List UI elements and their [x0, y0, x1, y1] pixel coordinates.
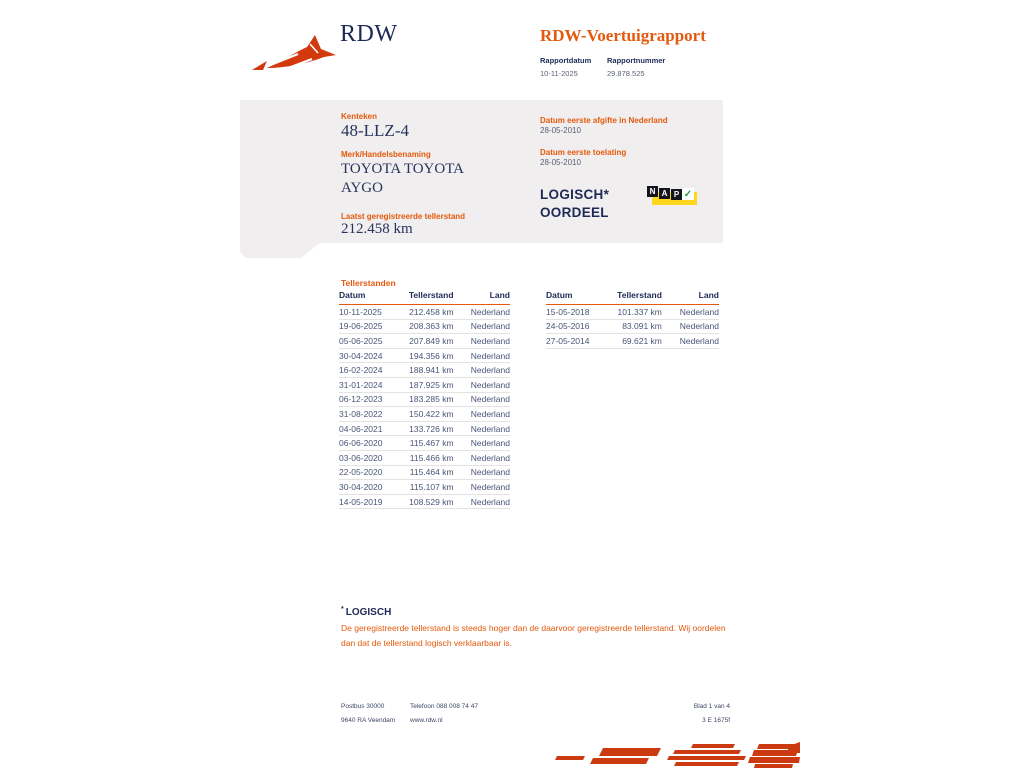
cell-land: Nederland — [470, 365, 510, 376]
cell-datum: 22-05-2020 — [339, 467, 383, 478]
cell-tellerstand: 183.285 km — [409, 394, 454, 405]
report-meta — [540, 56, 665, 78]
table-header — [339, 290, 510, 305]
cell-land: Nederland — [679, 306, 719, 317]
report-number — [607, 56, 665, 78]
footer-website: www.rdw.nl — [410, 717, 443, 724]
cell-tellerstand: 207.849 km — [409, 335, 454, 346]
table-row — [339, 466, 510, 481]
page-title: RDW-Voertuigrapport — [540, 26, 706, 45]
cell-tellerstand: 69.621 km — [622, 335, 662, 346]
kenteken-value: 48-LLZ-4 — [341, 121, 409, 140]
kenteken-label: Kenteken — [341, 112, 378, 121]
rdw-logo-wordmark: RDW — [340, 21, 398, 47]
table-row — [339, 480, 510, 495]
table-row — [339, 451, 510, 466]
merk-value: TOYOTA TOYOTA AYGO — [341, 161, 464, 196]
report-date-value: 10-11-2025 — [540, 69, 578, 78]
cell-tellerstand: 150.422 km — [409, 408, 454, 419]
tellerstanden-table-left — [339, 290, 510, 509]
merk-label: Merk/Handelsbenaming — [341, 150, 431, 159]
report-date — [540, 56, 593, 78]
cell-datum: 31-01-2024 — [339, 379, 383, 390]
nap-checkmark-icon: ✓ — [683, 188, 693, 200]
oordeel-line2: OORDEEL — [540, 205, 609, 220]
cell-datum: 30-04-2024 — [339, 350, 383, 361]
cell-land: Nederland — [470, 350, 510, 361]
table-row — [339, 393, 510, 408]
footer-page-indicator: Blad 1 van 4 — [693, 703, 730, 710]
col-header-tellerstand: Tellerstand — [617, 290, 662, 300]
cell-tellerstand: 115.466 km — [409, 452, 454, 463]
cell-datum: 06-06-2020 — [339, 438, 383, 449]
report-number-value: 29.878.525 — [607, 69, 645, 78]
cell-land: Nederland — [470, 438, 510, 449]
table-row — [339, 305, 510, 320]
footer-address-line2: 9640 RA Veendam — [341, 717, 396, 724]
cell-tellerstand: 194.356 km — [409, 350, 454, 361]
nap-logo — [647, 184, 699, 208]
laatste-tellerstand-label: Laatst geregistreerde tellerstand — [341, 212, 466, 221]
footer-address-line1: Postbus 30000 — [341, 703, 385, 710]
table-row — [339, 378, 510, 393]
cell-land: Nederland — [470, 321, 510, 332]
rdw-stripes-decoration — [543, 737, 800, 768]
nap-letter-n: N — [647, 186, 658, 197]
table-row — [546, 320, 719, 335]
datum-eerste-afgifte-label: Datum eerste afgifte in Nederland — [540, 116, 668, 125]
col-header-datum: Datum — [546, 290, 573, 300]
table-row — [339, 422, 510, 437]
oordeel-heading — [540, 186, 609, 222]
verdict-asterisk: * — [341, 606, 344, 613]
cell-land: Nederland — [470, 481, 510, 492]
nap-letter-a: A — [659, 188, 670, 199]
cell-tellerstand: 208.363 km — [409, 321, 454, 332]
cell-datum: 04-06-2021 — [339, 423, 383, 434]
table-row — [546, 334, 719, 349]
cell-land: Nederland — [470, 467, 510, 478]
verdict-heading — [341, 606, 391, 618]
cell-tellerstand: 212.458 km — [409, 306, 454, 317]
cell-land: Nederland — [470, 394, 510, 405]
verdict-explanation: De geregistreerde tellerstand is steeds hoger dan de daarvoor geregistreerde tellerstand. Wij oordelen dan dat de tellerstand logisch verklaarbaar is. — [341, 623, 726, 648]
cell-land: Nederland — [679, 321, 719, 332]
cell-land: Nederland — [470, 423, 510, 434]
table-row — [339, 407, 510, 422]
table-row — [339, 320, 510, 335]
cell-datum: 31-08-2022 — [339, 408, 383, 419]
laatste-tellerstand-value: 212.458 km — [341, 221, 413, 237]
footer-page-info — [630, 700, 730, 728]
col-header-tellerstand: Tellerstand — [408, 290, 454, 300]
table-row — [339, 349, 510, 364]
cell-tellerstand: 83.091 km — [622, 321, 662, 332]
report-number-label: Rapportnummer — [607, 56, 666, 65]
table-body — [339, 305, 510, 509]
cell-tellerstand: 187.925 km — [409, 379, 454, 390]
footer-contact — [410, 700, 478, 728]
vehicle-summary-box-tail — [240, 243, 320, 258]
cell-land: Nederland — [470, 408, 510, 419]
cell-land: Nederland — [470, 496, 510, 507]
cell-datum: 30-04-2020 — [339, 481, 383, 492]
col-header-datum: Datum — [339, 290, 366, 300]
cell-datum: 03-06-2020 — [339, 452, 383, 463]
rdw-logo-bird-icon — [252, 24, 338, 72]
table-body — [546, 305, 719, 349]
table-row — [339, 363, 510, 378]
cell-tellerstand: 188.941 km — [409, 365, 454, 376]
col-header-land: Land — [698, 290, 719, 300]
tellerstanden-title: Tellerstanden — [341, 278, 396, 288]
datum-eerste-toelating-label: Datum eerste toelating — [540, 148, 627, 157]
report-date-label: Rapportdatum — [540, 56, 592, 65]
table-row — [339, 495, 510, 510]
footer-doc-code: 3 E 1675f — [702, 717, 730, 724]
cell-datum: 16-02-2024 — [339, 365, 383, 376]
table-row — [339, 436, 510, 451]
footer-phone: Telefoon 088 008 74 47 — [410, 703, 478, 710]
cell-datum: 14-05-2019 — [339, 496, 383, 507]
col-header-land: Land — [489, 290, 510, 300]
cell-datum: 10-11-2025 — [339, 306, 382, 317]
cell-tellerstand: 115.464 km — [409, 467, 454, 478]
table-header — [546, 290, 719, 305]
cell-tellerstand: 108.529 km — [409, 496, 454, 507]
cell-datum: 05-06-2025 — [339, 335, 383, 346]
table-row — [546, 305, 719, 320]
cell-tellerstand: 101.337 km — [617, 306, 662, 317]
datum-eerste-afgifte-value: 28-05-2010 — [540, 126, 581, 135]
nap-letter-p: P — [671, 189, 682, 200]
verdict-heading-text: LOGISCH — [345, 607, 392, 618]
cell-datum: 06-12-2023 — [339, 394, 383, 405]
datum-eerste-toelating-value: 28-05-2010 — [540, 158, 581, 167]
cell-datum: 15-05-2018 — [546, 306, 590, 317]
cell-datum: 24-05-2016 — [546, 321, 590, 332]
cell-land: Nederland — [470, 335, 510, 346]
cell-land: Nederland — [470, 452, 510, 463]
cell-datum: 19-06-2025 — [339, 321, 383, 332]
cell-land: Nederland — [679, 335, 719, 346]
cell-tellerstand: 115.107 km — [409, 481, 454, 492]
cell-datum: 27-05-2014 — [546, 335, 590, 346]
oordeel-line1: LOGISCH* — [540, 187, 610, 202]
cell-tellerstand: 133.726 km — [409, 423, 454, 434]
footer-address — [341, 700, 395, 728]
cell-land: Nederland — [470, 306, 510, 317]
cell-land: Nederland — [470, 379, 510, 390]
tellerstanden-table-right — [546, 290, 719, 349]
table-row — [339, 334, 510, 349]
cell-tellerstand: 115.467 km — [409, 438, 454, 449]
